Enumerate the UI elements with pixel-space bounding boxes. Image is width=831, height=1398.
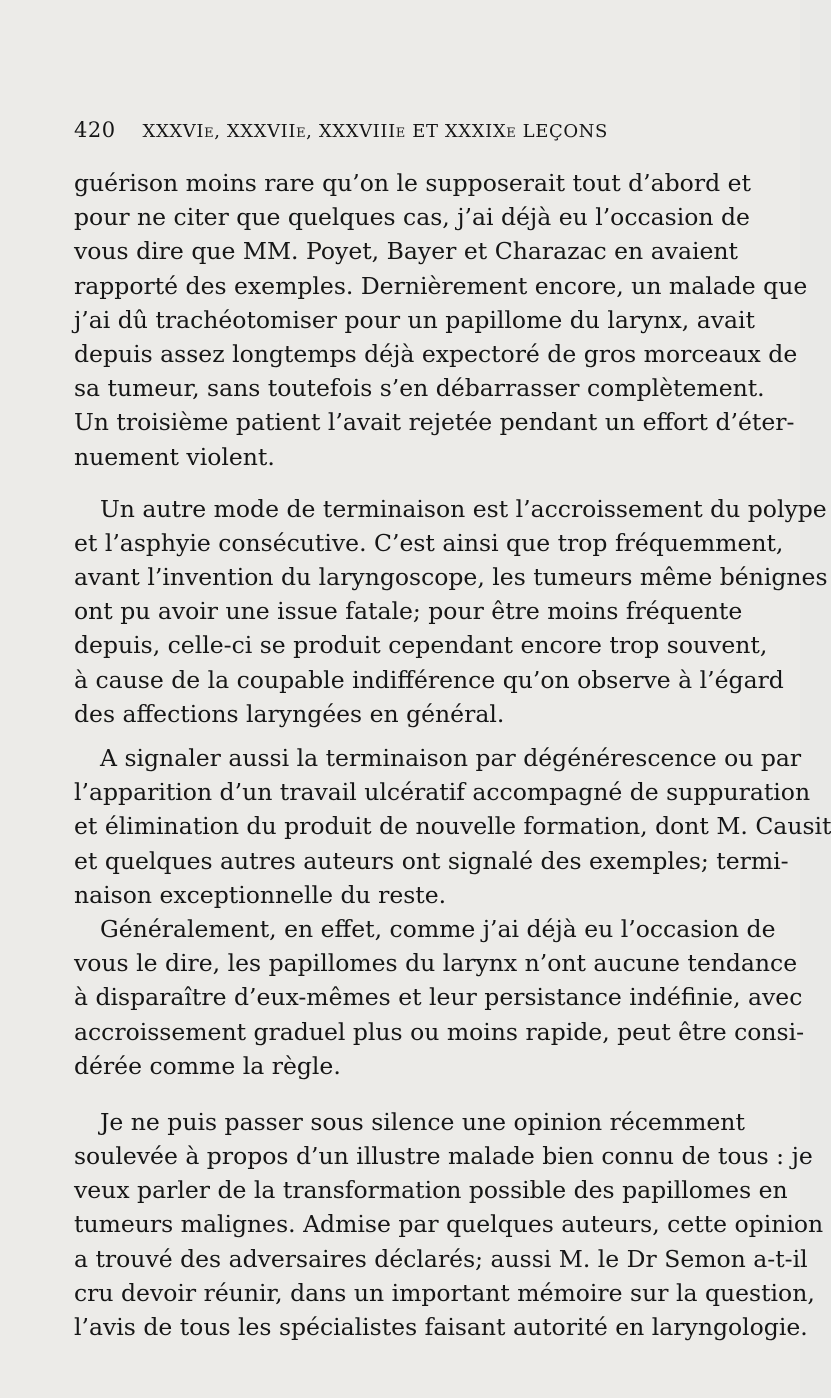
- text-line: ont pu avoir une issue fatale; pour être moins fréquente: [74, 597, 743, 626]
- paragraph-3: [74, 741, 831, 912]
- text-line: accroissement graduel plus ou moins rapide, peut être consi-: [74, 1017, 805, 1046]
- text-line: Généralement, en effet, comme j’ai déjà eu l’occasion de: [100, 914, 776, 943]
- text-line: depuis assez longtemps déjà expectoré de gros morceaux de: [74, 339, 798, 368]
- text-line: naison exceptionnelle du reste.: [74, 880, 447, 909]
- text-line: vous dire que MM. Poyet, Bayer et Charazac en avaient: [74, 237, 738, 266]
- text-line: et élimination du produit de nouvelle formation, dont M. Causit: [74, 812, 831, 841]
- text-line: nuement violent.: [74, 442, 275, 471]
- text-line: sa tumeur, sans toutefois s’en débarrasser complètement.: [74, 374, 765, 403]
- text-line: à disparaître d’eux-mêmes et leur persistance indéfinie, avec: [74, 983, 803, 1012]
- text-line: rapporté des exemples. Dernièrement encore, un malade que: [74, 271, 808, 300]
- text-line: vous le dire, les papillomes du larynx n’ont aucune tendance: [74, 949, 798, 978]
- page-number: 420: [74, 118, 116, 142]
- paragraph-1: [74, 166, 808, 474]
- text-line: Un troisième patient l’avait rejetée pendant un effort d’éter-: [74, 408, 795, 437]
- text-line: dérée comme la règle.: [74, 1051, 341, 1080]
- text-line: veux parler de la transformation possible des papillomes en: [74, 1176, 788, 1205]
- running-title: XXXVIe, XXXVIIe, XXXVIIIe ET XXXIXe LEÇONS: [142, 121, 608, 142]
- paragraph-4: [74, 912, 805, 1083]
- paragraph-2: [74, 492, 828, 731]
- text-line: et l’asphyie consécutive. C’est ainsi que trop fréquemment,: [74, 528, 784, 557]
- text-line: Je ne puis passer sous silence une opinion récemment: [100, 1107, 745, 1136]
- text-line: tumeurs malignes. Admise par quelques auteurs, cette opinion: [74, 1210, 824, 1239]
- text-line: l’apparition d’un travail ulcératif accompagné de suppuration: [74, 778, 811, 807]
- text-line: a trouvé des adversaires déclarés; aussi M. le Dr Semon a-t-il: [74, 1244, 808, 1273]
- page-body: [74, 166, 831, 1356]
- page-header: [74, 118, 654, 142]
- text-line: et quelques autres auteurs ont signalé des exemples; termi-: [74, 846, 789, 875]
- text-line: guérison moins rare qu’on le supposerait tout d’abord et: [74, 169, 751, 197]
- text-line: l’avis de tous les spécialistes faisant autorité en laryngologie.: [74, 1313, 808, 1341]
- text-line: depuis, celle-ci se produit cependant encore trop souvent,: [74, 631, 768, 660]
- text-line: j’ai dû trachéotomiser pour un papillome du larynx, avait: [74, 305, 755, 334]
- text-line: cru devoir réunir, dans un important mémoire sur la question,: [74, 1278, 815, 1307]
- text-line: à cause de la coupable indifférence qu’on observe à l’égard: [74, 665, 784, 694]
- text-line: soulevée à propos d’un illustre malade bien connu de tous : je: [74, 1142, 813, 1171]
- text-line: pour ne citer que quelques cas, j’ai déjà eu l’occasion de: [74, 203, 750, 232]
- text-line: A signaler aussi la terminaison par dégénérescence ou par: [100, 744, 802, 772]
- paragraph-5: [74, 1105, 824, 1344]
- text-line: avant l’invention du laryngoscope, les tumeurs même bénignes: [74, 563, 828, 592]
- text-line: des affections laryngées en général.: [74, 699, 505, 728]
- text-line: Un autre mode de terminaison est l’accroissement du polype: [100, 494, 827, 523]
